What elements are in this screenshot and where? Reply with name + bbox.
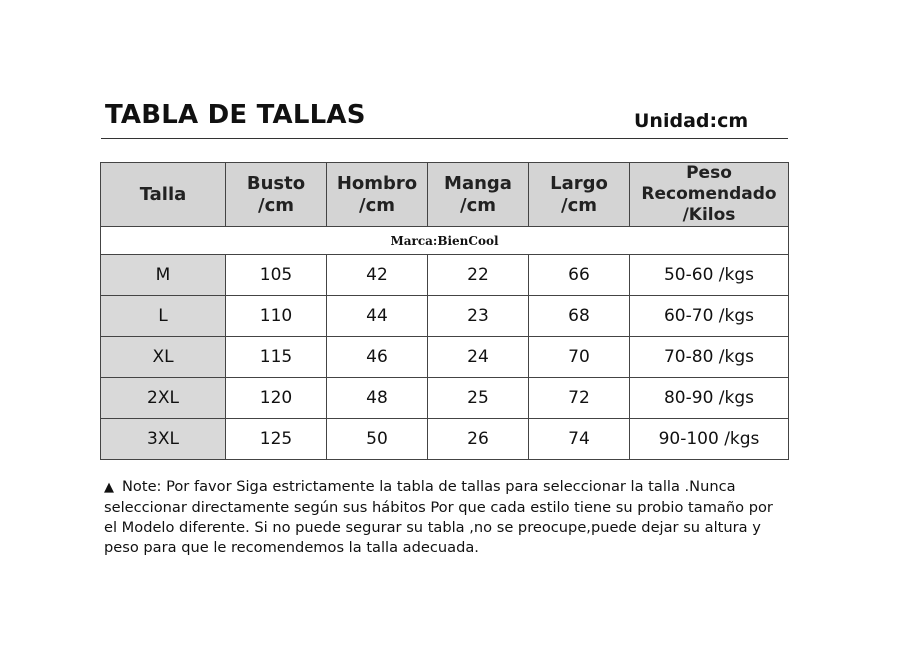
size-cell: XL <box>101 337 226 378</box>
note-text: Note: Por favor Siga estrictamente la tabla de tallas para seleccionar la talla .Nunca seleccionar directamente según sus hábitos Por que cada estilo tiene su probio tamaño por el Modelo diferente. Si no puede segurar su tabla ,no se preocupe,puede dejar su altura y peso para que le recomendemos la talla adecuada. <box>104 478 773 556</box>
busto-cell: 120 <box>226 378 327 419</box>
column-header-line: Recomendado <box>641 184 777 204</box>
manga-cell: 24 <box>428 337 529 378</box>
hombro-cell: 50 <box>327 419 428 460</box>
column-header-line: Busto <box>246 172 306 194</box>
column-header-unit: /Kilos <box>682 205 736 225</box>
manga-cell: 26 <box>428 419 529 460</box>
table-header-row <box>101 163 789 227</box>
largo-cell: 72 <box>529 378 630 419</box>
column-header-unit: /cm <box>561 194 597 216</box>
brand-row <box>101 227 789 255</box>
peso-cell: 90-100 /kgs <box>630 419 789 460</box>
column-header-hombro <box>327 163 428 227</box>
hombro-cell: 48 <box>327 378 428 419</box>
table-row <box>101 255 789 296</box>
brand-label: Marca:BienCool <box>101 227 789 255</box>
busto-cell: 110 <box>226 296 327 337</box>
largo-cell: 68 <box>529 296 630 337</box>
column-header-line: Talla <box>139 183 187 205</box>
triangle-icon: ▲ <box>104 480 114 495</box>
sizing-note <box>104 477 784 558</box>
column-header-manga <box>428 163 529 227</box>
column-header-unit: /cm <box>359 194 395 216</box>
column-header-peso <box>630 163 789 227</box>
column-header-line: Peso <box>686 163 732 183</box>
manga-cell: 25 <box>428 378 529 419</box>
column-header-line: Largo <box>550 172 608 194</box>
column-header-unit: /cm <box>460 194 496 216</box>
peso-cell: 80-90 /kgs <box>630 378 789 419</box>
largo-cell: 74 <box>529 419 630 460</box>
peso-cell: 50-60 /kgs <box>630 255 789 296</box>
column-header-talla <box>101 163 226 227</box>
size-cell: 2XL <box>101 378 226 419</box>
peso-cell: 60-70 /kgs <box>630 296 789 337</box>
size-cell: L <box>101 296 226 337</box>
column-header-largo <box>529 163 630 227</box>
size-cell: M <box>101 255 226 296</box>
table-row <box>101 378 789 419</box>
column-header-line: Hombro <box>336 172 418 194</box>
busto-cell: 115 <box>226 337 327 378</box>
busto-cell: 125 <box>226 419 327 460</box>
manga-cell: 22 <box>428 255 529 296</box>
column-header-busto <box>226 163 327 227</box>
hombro-cell: 42 <box>327 255 428 296</box>
column-header-line: Manga <box>444 172 512 194</box>
table-row <box>101 337 789 378</box>
column-header-unit: /cm <box>258 194 294 216</box>
title-divider <box>101 138 788 139</box>
peso-cell: 70-80 /kgs <box>630 337 789 378</box>
table-row <box>101 296 789 337</box>
page-title: TABLA DE TALLAS <box>105 100 366 130</box>
hombro-cell: 46 <box>327 337 428 378</box>
size-chart-table <box>100 162 789 460</box>
unit-label: Unidad:cm <box>634 110 749 132</box>
largo-cell: 70 <box>529 337 630 378</box>
hombro-cell: 44 <box>327 296 428 337</box>
manga-cell: 23 <box>428 296 529 337</box>
busto-cell: 105 <box>226 255 327 296</box>
largo-cell: 66 <box>529 255 630 296</box>
size-cell: 3XL <box>101 419 226 460</box>
table-row <box>101 419 789 460</box>
